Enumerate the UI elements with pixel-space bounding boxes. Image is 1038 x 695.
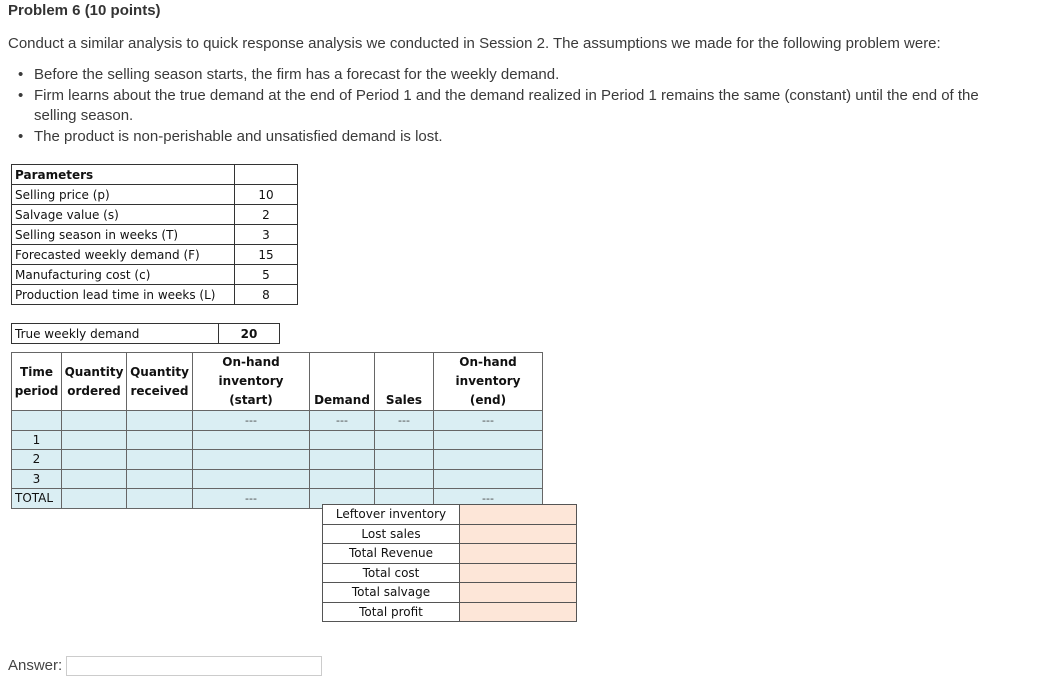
table-cell[interactable]	[193, 430, 310, 450]
table-row	[12, 430, 543, 450]
table-cell[interactable]	[127, 469, 193, 489]
header-text: Time	[20, 364, 53, 379]
table-row	[12, 285, 298, 305]
problem-title: Problem 6 (10 points)	[8, 2, 161, 19]
dash-cell: ---	[375, 411, 434, 431]
summary-table	[322, 504, 577, 622]
table-cell[interactable]	[434, 469, 543, 489]
table-row	[323, 563, 577, 583]
dash-cell: ---	[310, 411, 375, 431]
header-text: Quantity	[64, 364, 124, 379]
summary-value[interactable]	[460, 602, 577, 622]
table-row	[323, 544, 577, 564]
summary-label: Total profit	[323, 602, 460, 622]
header-sales: Sales	[375, 353, 434, 411]
param-label: Selling season in weeks (T)	[12, 225, 235, 245]
summary-value[interactable]	[460, 524, 577, 544]
header-quantity-received	[127, 353, 193, 411]
true-demand-value: 20	[219, 324, 280, 344]
table-row	[12, 205, 298, 225]
table-cell[interactable]	[12, 411, 62, 431]
param-value: 15	[235, 245, 298, 265]
assumption-list	[16, 65, 1016, 147]
table-cell[interactable]	[127, 430, 193, 450]
table-row	[12, 245, 298, 265]
table-row	[323, 583, 577, 603]
header-onhand-start	[193, 353, 310, 411]
header-text: received	[130, 383, 189, 398]
header-text: On-hand	[222, 355, 280, 369]
dash-cell: ---	[434, 411, 543, 431]
table-cell[interactable]	[127, 450, 193, 470]
table-cell[interactable]	[375, 469, 434, 489]
dash-cell: ---	[193, 411, 310, 431]
summary-value[interactable]	[460, 583, 577, 603]
table-row	[12, 225, 298, 245]
table-cell[interactable]	[434, 450, 543, 470]
answer-input[interactable]	[66, 656, 322, 676]
summary-value[interactable]	[460, 505, 577, 525]
param-value: 8	[235, 285, 298, 305]
answer-label: Answer:	[8, 657, 63, 674]
param-label: Forecasted weekly demand (F)	[12, 245, 235, 265]
assumption-item: • Firm learns about the true demand at the end of Period 1 and the demand realized in Period 1 remains the same (constant) until the end of the selling season.	[16, 86, 1016, 127]
summary-label: Lost sales	[323, 524, 460, 544]
header-onhand-end	[434, 353, 543, 411]
table-cell[interactable]	[62, 489, 127, 509]
table-row	[12, 265, 298, 285]
table-cell[interactable]	[127, 411, 193, 431]
table-row	[323, 602, 577, 622]
param-value: 5	[235, 265, 298, 285]
table-cell[interactable]	[375, 450, 434, 470]
param-value: 10	[235, 185, 298, 205]
table-cell[interactable]	[310, 450, 375, 470]
true-demand-table	[11, 323, 280, 344]
table-cell[interactable]	[310, 430, 375, 450]
summary-label: Total Revenue	[323, 544, 460, 564]
header-text: inventory (end)	[455, 374, 521, 407]
dash-cell: ---	[193, 489, 310, 509]
table-row	[12, 324, 280, 344]
true-demand-label: True weekly demand	[12, 324, 219, 344]
header-quantity-ordered	[62, 353, 127, 411]
assumption-item: • Before the selling season starts, the firm has a forecast for the weekly demand.	[16, 65, 1016, 86]
summary-label: Total salvage	[323, 583, 460, 603]
table-row	[323, 524, 577, 544]
table-cell[interactable]	[62, 430, 127, 450]
parameters-header: Parameters	[12, 165, 235, 185]
table-row	[12, 469, 543, 489]
table-cell[interactable]	[434, 430, 543, 450]
table-row	[12, 450, 543, 470]
parameters-header-blank	[235, 165, 298, 185]
table-row	[12, 165, 298, 185]
table-cell[interactable]	[310, 469, 375, 489]
header-text: Quantity	[130, 364, 189, 379]
header-text: ordered	[67, 383, 121, 398]
table-cell[interactable]	[62, 469, 127, 489]
summary-label: Total cost	[323, 563, 460, 583]
table-cell[interactable]	[375, 430, 434, 450]
table-cell[interactable]	[127, 489, 193, 509]
period-cell: 1	[12, 430, 62, 450]
problem-intro: Conduct a similar analysis to quick response analysis we conducted in Session 2. The assumptions we made for the following problem were:	[8, 35, 941, 52]
period-cell: 3	[12, 469, 62, 489]
simulation-table	[11, 352, 543, 509]
param-value: 2	[235, 205, 298, 225]
table-cell[interactable]	[193, 450, 310, 470]
param-label: Production lead time in weeks (L)	[12, 285, 235, 305]
param-label: Salvage value (s)	[12, 205, 235, 225]
summary-value[interactable]	[460, 544, 577, 564]
total-label: TOTAL	[12, 489, 62, 509]
header-text: period	[14, 383, 59, 398]
summary-value[interactable]	[460, 563, 577, 583]
dash-cell: ---	[434, 489, 543, 509]
table-cell[interactable]	[193, 469, 310, 489]
table-row	[12, 411, 543, 431]
simulation-header-row	[12, 353, 543, 411]
header-text: On-hand	[459, 355, 517, 369]
table-row	[12, 185, 298, 205]
table-cell[interactable]	[62, 450, 127, 470]
param-label: Selling price (p)	[12, 185, 235, 205]
header-demand: Demand	[310, 353, 375, 411]
summary-label: Leftover inventory	[323, 505, 460, 525]
table-row	[323, 505, 577, 525]
assumption-item: • The product is non-perishable and unsatisfied demand is lost.	[16, 127, 1016, 148]
header-text: inventory (start)	[218, 374, 284, 407]
table-cell[interactable]	[62, 411, 127, 431]
param-value: 3	[235, 225, 298, 245]
parameters-table	[11, 164, 298, 305]
header-time-period	[12, 353, 62, 411]
period-cell: 2	[12, 450, 62, 470]
param-label: Manufacturing cost (c)	[12, 265, 235, 285]
